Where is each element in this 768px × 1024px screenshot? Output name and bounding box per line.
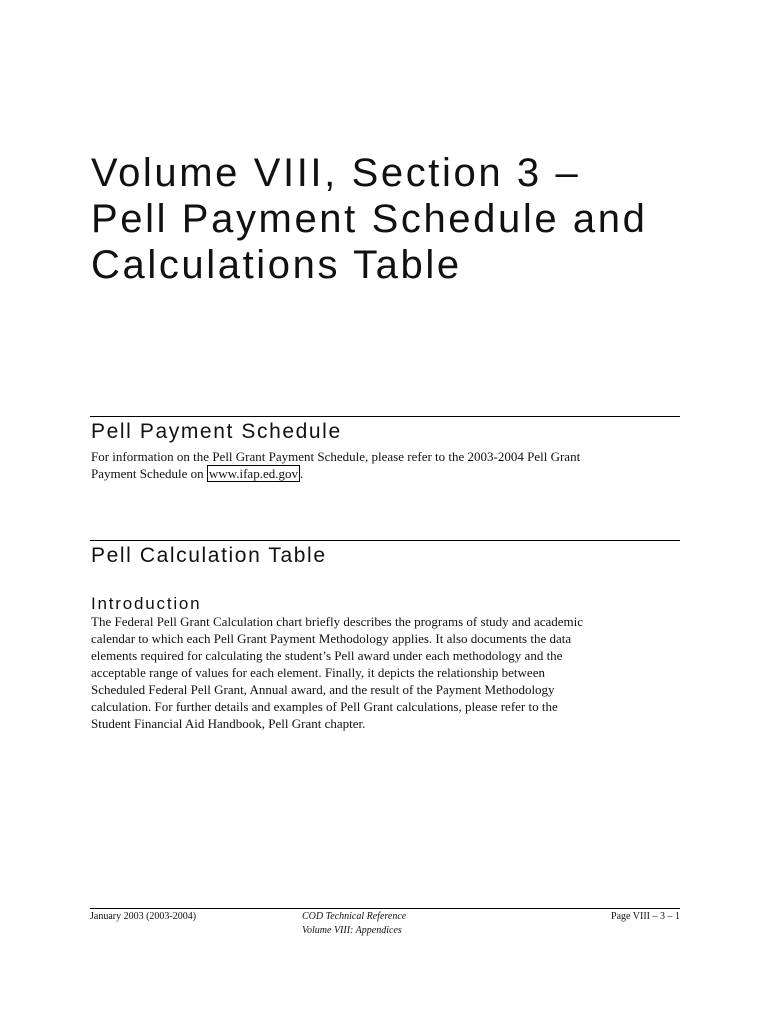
section-divider-1: [90, 416, 680, 417]
footer-reference: [302, 910, 406, 938]
title-line-1: Volume VIII, Section 3 –: [91, 151, 581, 195]
footer-reference-line-2: Volume VIII: Appendices: [302, 925, 402, 936]
document-title: [91, 150, 711, 288]
payment-schedule-paragraph: [91, 448, 681, 482]
paragraph-line: elements required for calculating the student’s Pell award under each methodology and the: [91, 648, 563, 663]
paragraph-line: calendar to which each Pell Grant Payment Methodology applies. It also documents the data: [91, 631, 572, 646]
title-line-3: Calculations Table: [91, 243, 462, 287]
subheading-introduction: Introduction: [91, 594, 202, 613]
section-divider-2: [90, 540, 680, 541]
paragraph-line: Student Financial Aid Handbook, Pell Grant chapter.: [91, 716, 366, 731]
paragraph-line: Scheduled Federal Pell Grant, Annual award, and the result of the Payment Methodology: [91, 682, 555, 697]
footer-reference-line-1: COD Technical Reference: [302, 911, 407, 922]
paragraph-line: calculation. For further details and examples of Pell Grant calculations, please refer to the: [91, 699, 558, 714]
paragraph-line: [91, 465, 681, 482]
footer-page-number: Page VIII – 3 – 1: [611, 911, 680, 922]
paragraph-line: For information on the Pell Grant Payment Schedule, please refer to the 2003-2004 Pell Grant: [91, 449, 581, 464]
introduction-paragraph: [91, 613, 681, 732]
paragraph-line: acceptable range of values for each element. Finally, it depicts the relationship between: [91, 665, 545, 680]
section-heading-payment-schedule: Pell Payment Schedule: [91, 420, 342, 443]
ifap-link[interactable]: www.ifap.ed.gov: [208, 466, 298, 481]
section-heading-calculation-table: Pell Calculation Table: [91, 544, 327, 567]
footer-divider: [90, 908, 680, 909]
title-line-2: Pell Payment Schedule and: [91, 197, 648, 241]
footer-date: January 2003 (2003-2004): [90, 911, 197, 922]
paragraph-text: .: [299, 466, 304, 481]
paragraph-line: The Federal Pell Grant Calculation chart briefly describes the programs of study and academic: [91, 614, 584, 629]
paragraph-text: Payment Schedule on: [91, 466, 207, 481]
